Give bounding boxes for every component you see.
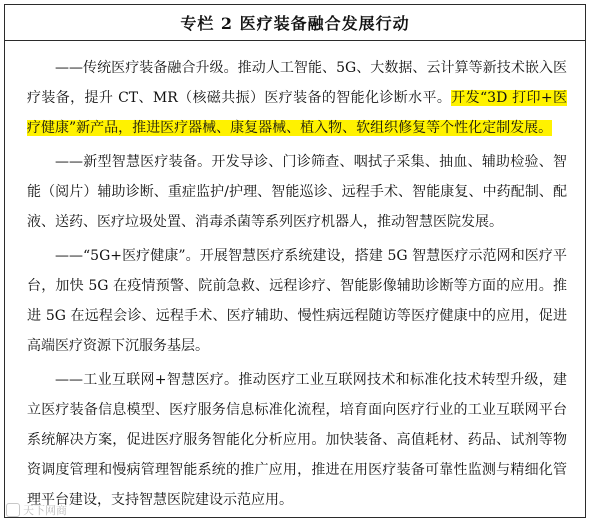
paragraph-text: ——新型智慧医疗装备。开发导诊、门诊筛查、咽拭子采集、抽血、辅助检验、智能（阅片）辅助诊断、重症监护/护理、智能巡诊、远程手术、智能康复、中药配制、配液、送药、医疗垃圾处置、消毒杀菌等系列医疗机器人，推动智慧医院发展。 xyxy=(27,154,567,230)
highlighted-text: 开发“3D 打印+医疗健康”新产品，推进医疗器械、康复器械、植入物、软组织修复等个性化定制发展。 xyxy=(27,90,567,136)
paragraph-industrial-internet xyxy=(27,365,567,515)
box-title: 专栏 2 医疗装备融合发展行动 xyxy=(180,14,410,33)
paragraph-text: ——“5G+医疗健康”。开展智慧医疗系统建设，搭建 5G 智慧医疗示范网和医疗平台，加快 5G 在疫情预警、院前急救、远程诊疗、智能影像辅助诊断等方面的应用。推进 5G 在远程会诊、远程手术、医疗辅助、慢性病远程随访等医疗健康中的应用，促进高端医疗资源下沉服务基层。 xyxy=(27,248,567,354)
title-row xyxy=(5,5,585,41)
feature-box xyxy=(4,4,586,518)
paragraph-traditional-upgrade xyxy=(27,53,567,143)
watermark-logo-icon xyxy=(6,503,20,517)
paragraph-smart-equipment xyxy=(27,147,567,237)
paragraph-text: ——传统医疗装备融合升级。推动人工智能、5G、大数据、云计算等新技术嵌入医疗装备，提升 CT、MR（核磁共振）医疗装备的智能化诊断水平。 xyxy=(27,60,567,106)
body-text xyxy=(27,53,567,519)
watermark-text: 天下网商 xyxy=(23,504,67,517)
paragraph-text: ——工业互联网+智慧医疗。推动医疗工业互联网技术和标准化技术转型升级，建立医疗装备信息模型、医疗服务信息标准化流程，培育面向医疗行业的工业互联网平台系统解决方案，促进医疗服务智能化分析应用。加快装备、高值耗材、药品、试剂等物资调度管理和慢病管理智能系统的推广应用，推进在用医疗装备可靠性监测与精细化管理平台建设，支持智慧医院建设示范应用。 xyxy=(27,372,567,508)
watermark xyxy=(6,500,86,520)
paragraph-5g-healthcare xyxy=(27,241,567,361)
